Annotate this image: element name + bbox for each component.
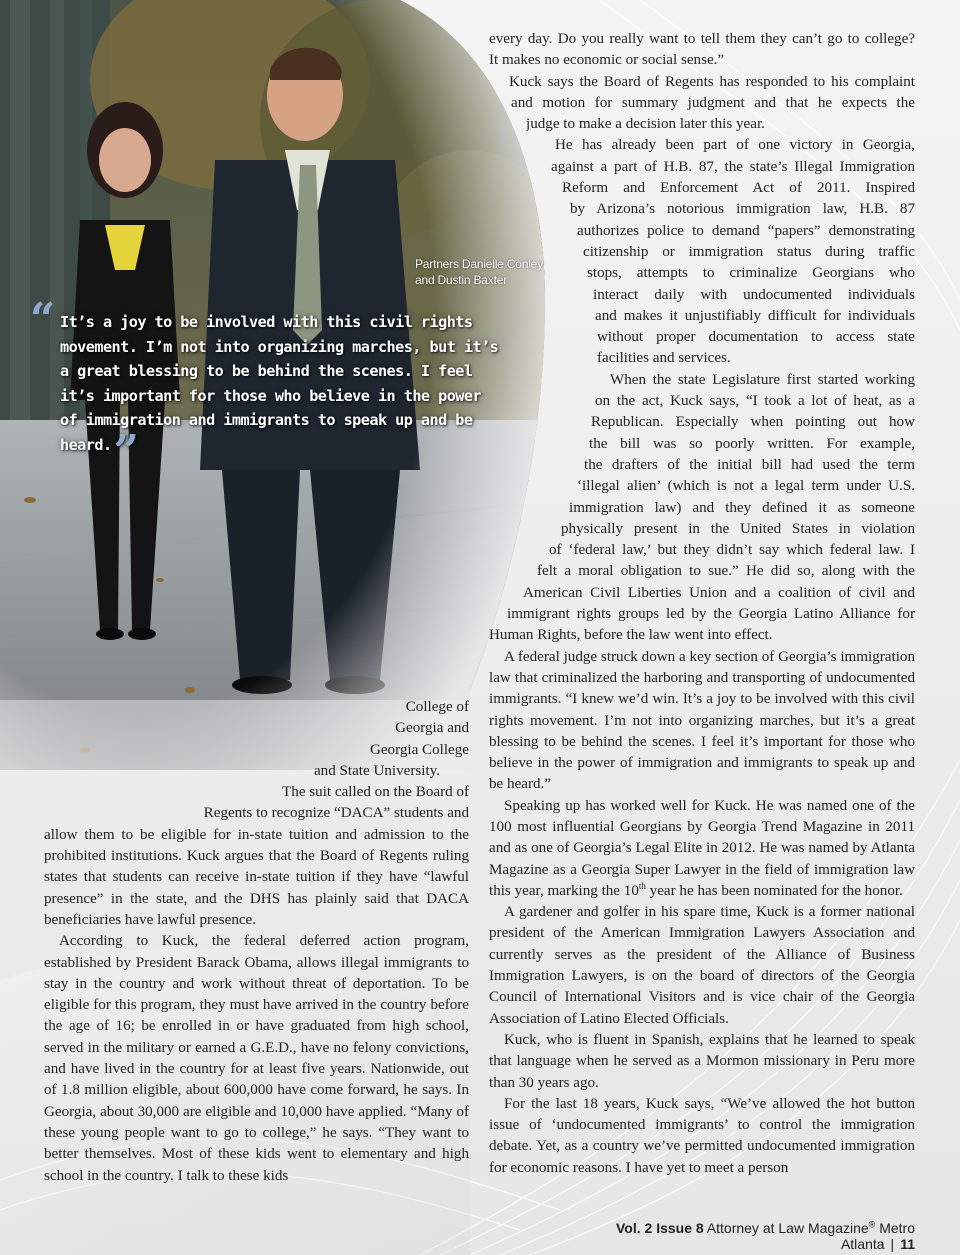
intro-line: and State University. <box>313 762 440 779</box>
text-line: against a part of H.B. 87, the state’s Illegal Immigration <box>551 158 915 175</box>
pull-quote-text <box>60 310 500 477</box>
intro-line: Georgia and <box>395 720 469 737</box>
intro-line: College of <box>405 699 469 715</box>
text-line: ‘illegal alien’ (which is not a legal term under U.S. <box>577 478 915 495</box>
text-line: and motion for summary judgment and that he expects the <box>511 94 915 111</box>
text-line: It makes no economic or social sense.” <box>489 52 725 69</box>
left-column <box>44 697 469 1187</box>
pull-quote-body: It’s a joy to be involved with this civil rights movement. I’m not into organizing marches, but it’s a great blessing to be behind the scenes. I feel it’s important for those who believe in the power of immigration and immigrants to speak up and be heard. <box>60 313 499 454</box>
pull-quote <box>30 294 500 477</box>
body-paragraph: A federal judge struck down a key section of Georgia’s immigration law that criminalized the harboring and transporting of undocumented immigrants. “I knew we’d win. It’s a joy to be involved with this civil rights movement. I’m not into organizing marches, but it’s a great blessing to be behind the scenes. I feel it’s important for those who believe in the power of immigration and immigrants to speak up and be heard.” <box>489 648 915 793</box>
text-line: When the state Legislature first started working <box>610 371 915 388</box>
text-line: He has already been part of one victory in Georgia, <box>555 137 915 154</box>
text-line: immigration law) and they defined it as someone <box>569 499 915 516</box>
text-line: Human Rights, before the law went into effect. <box>489 627 773 644</box>
superscript: th <box>638 880 646 891</box>
body-paragraph: According to Kuck, the federal deferred action program, established by President Barack Obama, allows illegal immigrants to stay in the country and work without threat of deportation. To be eligible for this program, they must have arrived in the country before the age of 16; be enrolled in or have graduated from high school, served in the military or earned a G.E.D., have no felony convictions, and have lived in the country for at least five years. Nationwide, out of 1.8 million eligible, about 600,000 have come forward, he says. In Georgia, about 30,000 are eligible and 10,000 have applied. “Many of these young people want to go to college,” he says. “They want to better themselves. Most of these kids went to elementary and high school in the country. I talk to these kids <box>44 933 469 1184</box>
body-paragraph: Kuck, who is fluent in Spanish, explains that he learned to speak that language when he served as a Mormon missionary in Peru more than 30 years ago. <box>489 1031 915 1091</box>
text-line: Kuck says the Board of Regents has responded to his complaint <box>509 73 915 90</box>
text-line: felt a moral obligation to sue.” He did so, along with the <box>537 563 915 580</box>
text-line: American Civil Liberties Union and a coalition of civil and <box>523 584 915 601</box>
registered-mark: ® <box>868 1219 876 1230</box>
text-line: interact daily with undocumented individuals <box>593 286 915 303</box>
text-line: without proper documentation to access state <box>597 329 915 346</box>
body-paragraph <box>489 370 915 647</box>
text-line: Reform and Enforcement Act of 2011. Inspired <box>562 180 915 197</box>
text-line: the drafters of the initial bill had used the term <box>584 456 915 473</box>
text-line: the bill was so poorly written. For example, <box>589 435 915 452</box>
body-paragraph: allow them to be eligible for in-state tuition and admission to the prohibited institutions. Kuck argues that the Board of Regents ruling states that students can receive in-state tuition if they have “lawful presence” in the state, and the DHS has plainly said that DACA beneficiaries have lawful presence. <box>44 826 469 928</box>
body-paragraph <box>489 135 915 369</box>
close-quote-mark: ” <box>113 425 139 477</box>
body-paragraph <box>489 72 915 136</box>
photo-caption-line: Partners Danielle Conley <box>415 257 543 271</box>
body-paragraph <box>489 796 915 902</box>
text-line: every day. Do you really want to tell them they can’t go to college? <box>489 31 915 47</box>
text-line: judge to make a decision later this year. <box>526 116 765 133</box>
text-line: Republican. Especially when pointing out how <box>591 414 915 431</box>
page-footer <box>540 1220 915 1252</box>
page-number: 11 <box>900 1236 915 1252</box>
photo-caption-line: and Dustin Baxter <box>415 273 507 287</box>
intro-line: The suit called on the Board of <box>282 784 469 801</box>
text-line: physically present in the United States in violation <box>561 520 915 537</box>
text-line: by Arizona’s notorious immigration law, H.B. 87 <box>570 201 915 218</box>
text-line: citizenship or immigration status during traffic <box>583 243 915 260</box>
text-line: facilities and services. <box>597 350 731 367</box>
text-run: year he has been nominated for the honor. <box>645 882 903 899</box>
text-line: stops, attempts to criminalize Georgians who <box>587 265 915 282</box>
intro-line: Regents to recognize “DACA” students and <box>203 805 469 822</box>
text-line: on the act, Kuck says, “I took a lot of heat, as a <box>595 393 915 410</box>
paragraph-continued <box>489 29 915 72</box>
text-run: Speaking up has worked well for Kuck. He was named one of the 100 most influential Georgians by Georgia Trend Magazine in 2011 and as one of Georgia’s Legal Elite in 2012. He was named by Atlanta Magazine as a Georgia Super Lawyer in the field of immigration law this year, marking the 10 <box>489 797 915 899</box>
text-line: and makes it unjustifiably difficult for individuals <box>595 307 915 324</box>
right-column <box>489 29 915 1179</box>
body-paragraph: A gardener and golfer in his spare time, Kuck is a former national president of the American Immigration Lawyers Association and currently serves as the president of the Alliance of Business Immigration Lawyers, is on the board of directors of the Georgia Council of International Visitors and is vice chair of the Georgia Association of Latino Elected Officials. <box>489 904 915 1027</box>
issue-label: Vol. 2 Issue 8 <box>616 1220 704 1236</box>
intro-line: Georgia College <box>369 741 469 758</box>
edition-name: Metro Atlanta <box>840 1220 915 1252</box>
footer-separator: | <box>890 1236 895 1252</box>
text-line: authorizes police to demand “papers” demonstrating <box>577 222 915 239</box>
open-quote-mark: “ <box>30 294 56 345</box>
body-paragraph: For the last 18 years, Kuck says, “We’ve allowed the hot button issue of ‘undocumented immigrants’ to control the immigration debate. Yet, as a country we’ve permitted undocumented immigration for economic reasons. I have yet to meet a person <box>489 1095 915 1176</box>
text-line: of ‘federal law,’ but they didn’t say which federal law. I <box>549 542 915 559</box>
text-line: immigrant rights groups led by the Georgia Latino Alliance for <box>507 606 915 623</box>
magazine-name: Attorney at Law Magazine <box>706 1220 869 1236</box>
left-column-intro <box>44 697 469 825</box>
